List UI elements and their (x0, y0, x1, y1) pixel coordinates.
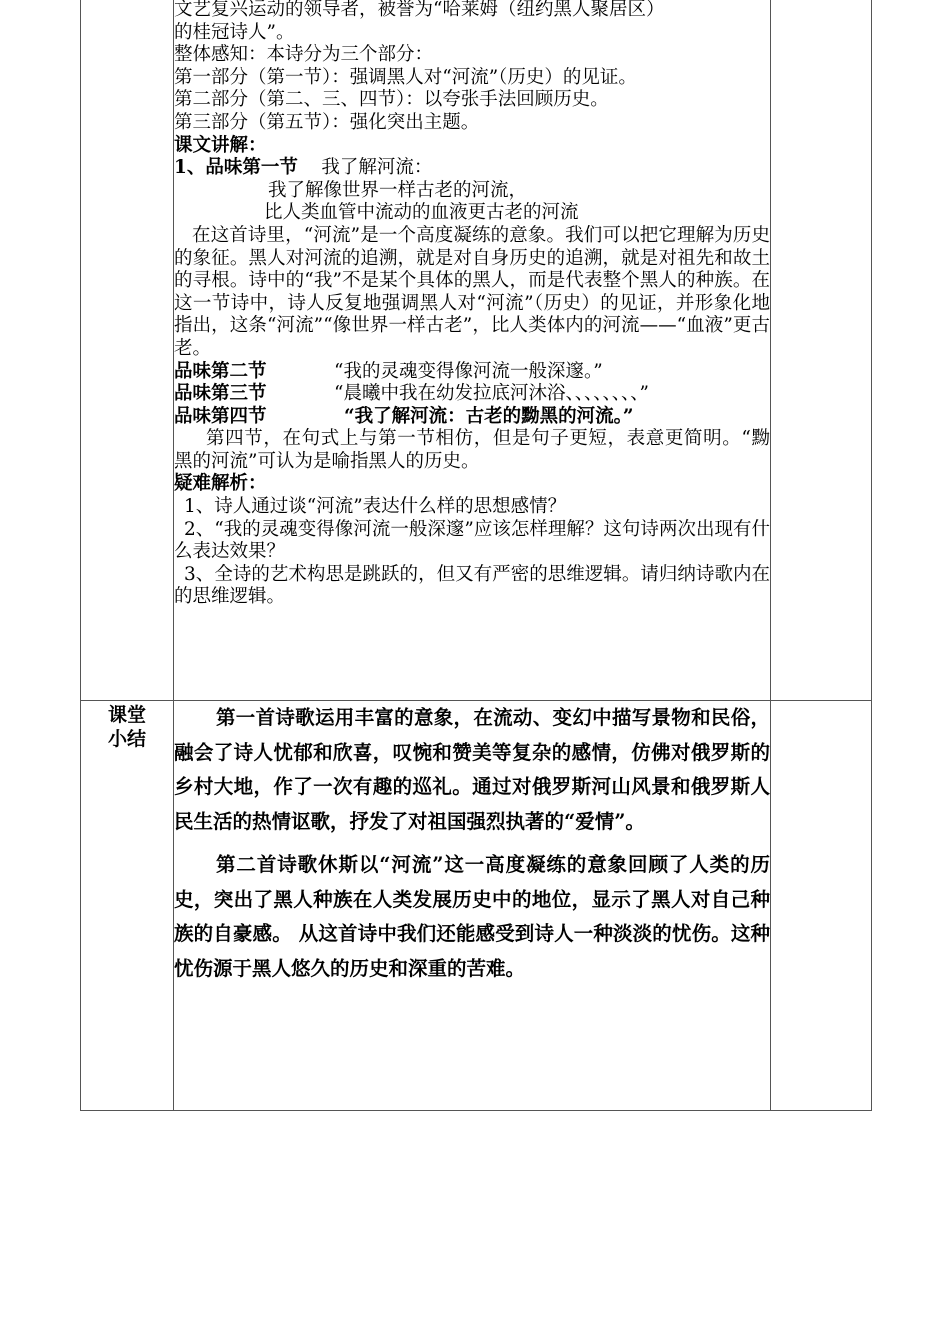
difficulty-heading: 疑难解析： (174, 473, 267, 495)
part-three: 第三部分（第五节）：强化突出主题。 (174, 111, 480, 133)
question-2: 2、“我的灵魂变得像河流一般深邃”应该怎样理解？这句诗两次出现有什么表达效果？ (174, 518, 770, 563)
section2-quote: “我的灵魂变得像河流一般深邃。” (334, 360, 603, 382)
part-two: 第二部分（第二、三、四节）：以夸张手法回顾历史。 (174, 89, 609, 111)
part-one: 第一部分（第一节）：强调黑人对“河流”（历史）的见证。 (174, 66, 637, 88)
summary-paragraph-1: 第一首诗歌运用丰富的意象，在流动、变幻中描写景物和民俗，融会了诗人忧郁和欣喜，叹惋和赞美等复杂的感情，仿佛对俄罗斯的乡村大地，作了一次有趣的巡礼。通过对俄罗斯河山风景和俄罗斯人民生活的热情讴歌，抒发了对祖国强烈执著的“爱情”。 (174, 706, 770, 833)
section4-title: 品味第四节 (174, 405, 267, 427)
summary-label-text: 课堂小结 (107, 704, 146, 750)
row2-notes-cell (771, 701, 872, 1111)
question-1: 1、诗人通过谈“河流”表达什么样的思想感情？ (184, 496, 567, 518)
section3-title: 品味第三节 (174, 383, 267, 405)
summary-paragraph-2: 第二首诗歌休斯以“河流”这一高度凝练的意象回顾了人类的历史，突出了黑人种族在人类发展历史中的地位，显示了黑人对自己种族的自豪感。 从这首诗中我们还能感受到诗人一种淡淡的忧伤。这种忧伤源于黑人悠久的历史和深重的苦难。 (174, 853, 770, 980)
intro-line: 文艺复兴运动的领导者，被誉为“哈莱姆（纽约黑人聚居区） (174, 0, 665, 20)
intro-line: 的桂冠诗人”。 (174, 21, 295, 43)
lesson-plan-table (80, 0, 872, 1111)
section4-analysis: 第四节，在句式上与第一节相仿，但是句子更短，表意更简明。“黝黑的河流”可认为是喻指黑人的历史。 (174, 428, 770, 472)
row1-content-cell (174, 0, 771, 701)
section1-subtitle: 我了解河流： (321, 157, 433, 179)
lecture-heading: 课文讲解： (174, 134, 267, 156)
lecture-row (81, 0, 872, 701)
section2-title: 品味第二节 (174, 360, 267, 382)
section3-header (174, 383, 770, 406)
summary-row (81, 701, 872, 1111)
section1-header (174, 157, 770, 180)
row1-notes-cell (771, 0, 872, 701)
section1-analysis: 在这首诗里，“河流”是一个高度凝练的意象。我们可以把它理解为历史的象征。黑人对河流的追溯，就是对自身历史的追溯，就是对祖先和故土的寻根。诗中的“我”不是某个具体的黑人，而是代表整个黑人的种族。在这一节诗中，诗人反复地强调黑人对“河流”（历史）的见证，并形象化地指出，这条“河流”“像世界一样古老”，比人类体内的河流——“血液”更古老。 (174, 224, 770, 359)
poem-line-2: 比人类血管中流动的血液更古老的河流 (264, 202, 579, 224)
section1-title: 1、品味第一节 (174, 157, 298, 179)
summary-label (81, 701, 174, 1111)
poem-line-1: 我了解像世界一样古老的河流， (268, 179, 528, 201)
section3-quote: “晨曦中我在幼发拉底河沐浴、、、、、、、、” (334, 383, 649, 405)
section4-header (174, 406, 770, 429)
section4-quote: “我了解河流：古老的黝黑的河流。” (344, 405, 634, 427)
section2-header (174, 361, 770, 384)
row1-label-cell (81, 0, 174, 701)
summary-content-cell (174, 701, 771, 1111)
question-3: 3、全诗的艺术构思是跳跃的，但又有严密的思维逻辑。请归纳诗歌内在的思维逻辑。 (174, 563, 770, 608)
overview-heading: 整体感知：本诗分为三个部分： (174, 44, 434, 66)
